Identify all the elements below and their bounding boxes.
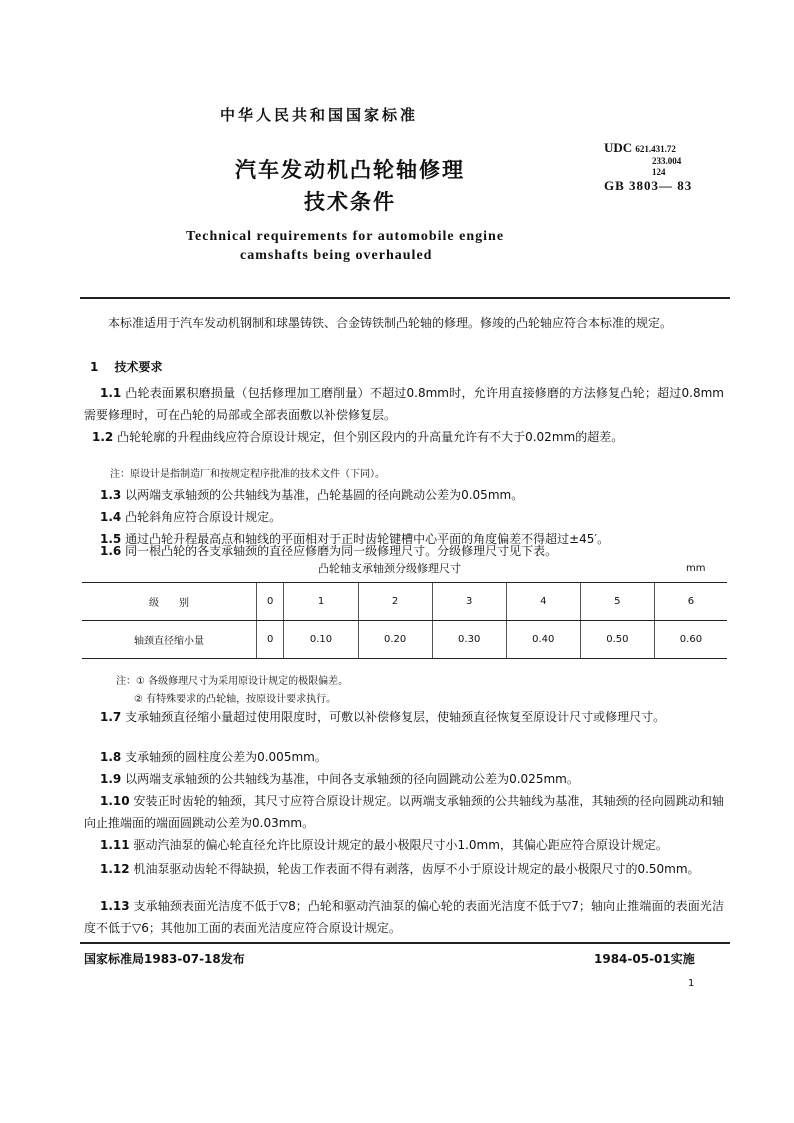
clause-text: 以两端支承轴颈的公共轴线为基准，凸轮基圆的径向跳动公差为0.05mm。 [125,488,524,502]
section-number: 1 [90,360,99,374]
clause-number-display: 1.2 [92,430,114,444]
table-cell: 0.20 [358,621,432,659]
note-original-design: 注：原设计是指制造厂和按规定程序批准的技术文件（下同）。 [110,469,385,480]
clause-text: 通过凸轮升程最高点和轴线的平面相对于正时齿轮键槽中心平面的角度偏差不得超过±45′。 [125,532,610,546]
clause-text: 凸轮轮廓的升程曲线应符合原设计规定，但个别区段内的升高量允许有不大于0.02mm的超差。 [117,430,624,444]
clause-1-4 [84,506,724,528]
english-title-line-1: Technical requirements for automobile engine [186,229,505,244]
clause-1-12 [84,858,724,880]
clause-number: 1.5 [100,532,122,546]
table-cell: 3 [432,583,506,621]
table-cell: 6 [654,583,727,621]
table-note-1: 注：① 各级修理尺寸为采用原设计规定的极限偏差。 [116,676,349,687]
clause-text: 驱动汽油泵的偏心轮直径允许比原设计规定的最小极限尺寸小1.0mm，其偏心距应符合原设计规定。 [133,838,668,852]
clause-number: 1.11 [100,838,130,852]
clause-text: 支承轴颈直径缩小量超过使用限度时，可敷以补偿修复层，使轴颈直径恢复至原设计尺寸或修理尺寸。 [125,710,666,724]
section-title: 技术要求 [114,360,163,374]
table-cell: 5 [580,583,654,621]
clause-text: 机油泵驱动齿轮不得缺损，轮齿工作表面不得有剥落，齿厚不小于原设计规定的最小极限尺寸的0.50mm。 [133,862,700,876]
table-header-cell: 级 别 [82,583,257,621]
clause-text: 支承轴颈表面光洁度不低于▽8；凸轮和驱动汽油泵的偏心轮的表面光洁度不低于▽7；轴向止推端面的表面光洁度不低于▽6；其他加工面的表面光洁度应符合原设计规定。 [84,899,724,935]
title-line-2: 技术条件 [304,190,396,214]
clause-1-10 [84,790,724,834]
table-cell: 0.30 [432,621,506,659]
table-header-cell: 轴颈直径缩小量 [82,621,257,659]
clause-number: 1.6 [100,544,122,558]
clause-text: 安装正时齿轮的轴颈，其尺寸应符合原设计规定。以两端支承轴颈的公共轴线为基准，其轴颈的径向圆跳动和轴向止推端面的端面圆跳动公差为0.03mm。 [84,794,724,830]
clause-text: 同一根凸轮的各支承轴颈的直径应修磨为同一级修理尺寸。分级修理尺寸见下表。 [125,544,558,558]
clause-1-8 [84,746,724,768]
udc-code-2: 233.004 [652,156,682,166]
standard-number: GB 3803— 83 [604,178,693,193]
clause-number: 1.12 [100,862,130,876]
clause-text: 支承轴颈的圆柱度公差为0.005mm。 [125,750,327,764]
page-number: 1 [688,978,695,989]
table-cell: 2 [358,583,432,621]
clause-number: 1.9 [100,772,122,786]
clause-text: 以两端支承轴颈的公共轴线为基准，中间各支承轴颈的径向圆跳动公差为0.025mm。 [125,772,579,786]
section-heading [90,356,730,378]
issued-date: 国家标准局1983-07-18发布 [84,952,245,966]
table-cell: 0.10 [284,621,358,659]
table-row [82,621,727,659]
clause-1-13 [84,895,724,939]
top-rule [80,297,730,299]
clause-number: 1.13 [100,899,130,913]
clause-number: 1.1 [100,386,122,400]
bottom-rule [80,942,730,944]
table-cell: 0.60 [654,621,727,659]
clause-text: 凸轮表面累积磨损量（包括修理加工磨削量）不超过0.8mm时，允许用直接修磨的方法修复凸轮；超过0.8mm需要修理时，可在凸轮的局部或全部表面敷以补偿修复层。 [84,386,724,422]
clause-number: 1.7 [100,710,122,724]
clause-1-9 [84,768,724,790]
table-cell: 0 [257,583,284,621]
udc-code-1: 621.431.72 [635,144,676,154]
grade-table [82,582,727,659]
clause-1-11 [84,834,724,856]
udc-code-3: 124 [652,167,666,177]
table-cell: 0 [257,621,284,659]
table-row [82,583,727,621]
clause-number: 1.10 [100,794,130,808]
table-cell: 4 [506,583,580,621]
clause-number: 1.4 [100,510,122,524]
title-line-1: 汽车发动机凸轮轴修理 [235,158,465,182]
clause-number: 1.3 [100,488,122,502]
intro-paragraph: 本标准适用于汽车发动机钢制和球墨铸铁、合金铸铁制凸轮轴的修理。修竣的凸轮轴应符合本标准的规定。 [108,316,673,330]
clause-number: 1.8 [100,750,122,764]
udc-prefix: UDC [604,140,633,155]
effective-date: 1984-05-01实施 [594,952,695,966]
table-cell: 0.40 [506,621,580,659]
clause-1-6-text [84,540,724,562]
table-cell: 1 [284,583,358,621]
clause-1-7 [84,706,724,728]
table-note-2: ② 有特殊要求的凸轮轴，按原设计要求执行。 [134,694,337,705]
clause-1-1 [84,382,724,426]
clause-1-3 [84,484,724,506]
clause-text: 凸轮斜角应符合原设计规定。 [125,510,282,524]
table-cell: 0.50 [580,621,654,659]
english-title-line-2: camshafts being overhauled [240,248,433,263]
clause-1-2 [84,426,724,448]
table-caption: 凸轮轴支承轴颈分级修理尺寸 [318,562,461,575]
table-unit: mm [686,563,706,574]
issuing-body-header: 中华人民共和国国家标准 [220,106,419,124]
